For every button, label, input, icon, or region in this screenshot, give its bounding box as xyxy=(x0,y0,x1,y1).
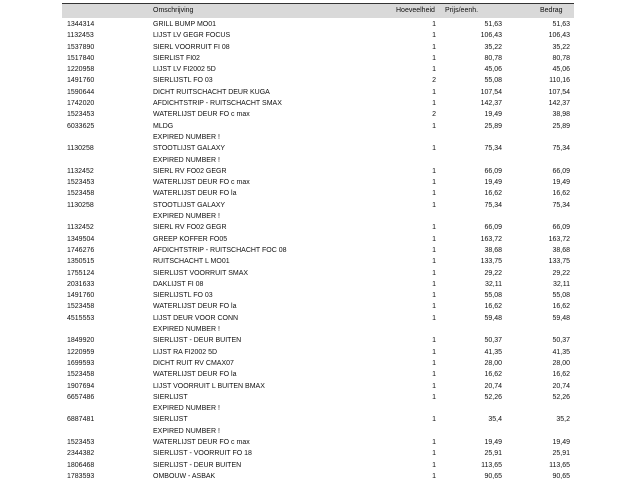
cell-price: 28,00 xyxy=(484,359,502,367)
cell-amount: 16,62 xyxy=(552,303,570,311)
cell-code: 1523458 xyxy=(67,190,95,198)
cell-price: 75,34 xyxy=(484,145,502,153)
cell-price: 35,4 xyxy=(488,416,502,424)
cell-description: SIERL RV FO02 GEGR xyxy=(153,224,227,232)
cell-description: SIERL RV FO02 GEGR xyxy=(153,167,227,175)
image-artifact xyxy=(610,430,636,470)
table-row xyxy=(62,426,574,437)
cell-price: 51,63 xyxy=(484,21,502,28)
cell-description: GRILL BUMP MO01 xyxy=(153,21,217,28)
cell-code: 1523453 xyxy=(67,179,95,187)
cell-amount: 28,00 xyxy=(552,359,570,367)
cell-qty: 1 xyxy=(432,258,436,266)
cell-code: 2344382 xyxy=(67,450,95,458)
cell-code: 1523453 xyxy=(67,111,95,119)
cell-description: SIERLIJSTL FO 03 xyxy=(153,77,213,85)
cell-price: 50,37 xyxy=(484,337,502,345)
cell-code: 1699593 xyxy=(67,359,95,367)
cell-qty: 1 xyxy=(432,393,436,401)
cell-description: DICHT RUIT RV CMAX07 xyxy=(153,359,234,367)
cell-price: 16,62 xyxy=(484,190,502,198)
table-row xyxy=(62,177,574,188)
cell-price: 80,78 xyxy=(484,54,502,62)
cell-description: MLDG xyxy=(153,122,174,130)
cell-price: 113,65 xyxy=(481,461,502,469)
cell-amount: 113,65 xyxy=(549,461,570,469)
cell-description: STOOTLIJST GALAXY xyxy=(153,201,226,209)
table-row xyxy=(62,19,574,30)
cell-price: 29,22 xyxy=(484,269,502,277)
cell-qty: 1 xyxy=(432,167,436,175)
cell-code: 1132452 xyxy=(67,167,94,175)
cell-code: 4515553 xyxy=(67,314,95,322)
cell-amount: 59,48 xyxy=(552,314,570,322)
table-row xyxy=(62,358,574,369)
cell-amount: 35,22 xyxy=(552,43,570,51)
cell-price: 16,62 xyxy=(484,303,502,311)
cell-qty: 1 xyxy=(432,100,436,108)
header-amount: Bedrag xyxy=(540,7,563,14)
table-row xyxy=(62,200,574,211)
cell-code: 2031633 xyxy=(67,280,95,288)
cell-price: 19,49 xyxy=(484,438,502,446)
table-row xyxy=(62,132,574,143)
table-row xyxy=(62,347,574,358)
cell-qty: 1 xyxy=(432,337,436,345)
cell-qty: 1 xyxy=(432,43,436,51)
cell-amount: 52,26 xyxy=(552,393,570,401)
table-row xyxy=(62,414,574,425)
cell-description: SIERLIJST VOORRUIT SMAX xyxy=(153,269,249,277)
cell-amount: 25,91 xyxy=(552,450,570,458)
table-row xyxy=(62,392,574,403)
cell-code: 6033625 xyxy=(67,122,95,130)
cell-code: 1517840 xyxy=(67,54,95,62)
cell-description: EXPIRED NUMBER ! xyxy=(153,213,220,221)
table-row xyxy=(62,460,574,471)
cell-qty: 1 xyxy=(432,416,436,424)
table-row xyxy=(62,234,574,245)
cell-code: 1523453 xyxy=(67,438,95,446)
cell-description: SIERLIJST - VOORRUIT FO 18 xyxy=(153,450,252,458)
cell-amount: 107,54 xyxy=(548,88,570,96)
cell-amount: 163,72 xyxy=(548,235,570,243)
table-row xyxy=(62,256,574,267)
cell-description: LIJST DEUR VOOR CONN xyxy=(153,314,239,322)
cell-amount: 55,08 xyxy=(552,292,570,300)
table-row xyxy=(62,98,574,109)
cell-qty: 1 xyxy=(432,122,436,130)
cell-price: 52,26 xyxy=(484,393,502,401)
header-unit-price: Prijs/eenh. xyxy=(445,7,479,14)
cell-qty: 2 xyxy=(432,111,436,119)
cell-description: LIJST LV FI2002 5D xyxy=(153,66,216,74)
cell-amount: 133,75 xyxy=(548,258,570,266)
cell-price: 19,49 xyxy=(484,111,502,119)
cell-description: STOOTLIJST GALAXY xyxy=(153,145,226,153)
cell-description: RUITSCHACHT L MO01 xyxy=(153,258,230,266)
cell-amount: 66,09 xyxy=(552,224,570,232)
cell-amount: 38,98 xyxy=(552,111,570,119)
cell-price: 32,11 xyxy=(485,280,502,288)
cell-code: 1130258 xyxy=(67,145,94,153)
table-row xyxy=(62,87,574,98)
cell-code: 1344314 xyxy=(67,21,95,28)
cell-amount: 20,74 xyxy=(552,382,570,390)
cell-description: WATERLIJST DEUR FO c max xyxy=(153,438,250,446)
cell-price: 35,22 xyxy=(484,43,502,51)
cell-description: WATERLIJST DEUR FO la xyxy=(153,190,237,198)
cell-qty: 1 xyxy=(432,54,436,62)
table-row xyxy=(62,121,574,132)
cell-price: 19,49 xyxy=(484,179,502,187)
cell-amount: 29,22 xyxy=(552,269,570,277)
cell-price: 106,43 xyxy=(480,32,502,40)
document-page xyxy=(62,0,574,480)
cell-code: 1130258 xyxy=(67,201,94,209)
cell-amount: 51,63 xyxy=(552,21,570,28)
cell-code: 6887481 xyxy=(67,416,95,424)
cell-amount: 19,49 xyxy=(552,179,570,187)
cell-price: 75,34 xyxy=(484,201,502,209)
table-row xyxy=(62,369,574,380)
cell-description: EXPIRED NUMBER ! xyxy=(153,427,220,435)
cell-price: 142,37 xyxy=(480,100,502,108)
cell-price: 45,06 xyxy=(484,66,502,74)
cell-qty: 1 xyxy=(432,348,436,356)
cell-price: 107,54 xyxy=(480,88,502,96)
cell-amount: 16,62 xyxy=(552,190,570,198)
cell-qty: 1 xyxy=(432,472,436,480)
cell-amount: 80,78 xyxy=(552,54,570,62)
table-row xyxy=(62,313,574,324)
table-row xyxy=(62,268,574,279)
cell-amount: 35,2 xyxy=(556,416,570,424)
table-row xyxy=(62,471,574,480)
table-row xyxy=(62,279,574,290)
cell-code: 1220958 xyxy=(67,66,95,74)
cell-qty: 1 xyxy=(432,201,436,209)
table-row xyxy=(62,30,574,41)
cell-qty: 1 xyxy=(432,303,436,311)
table-row xyxy=(62,403,574,414)
table-row xyxy=(62,437,574,448)
cell-description: DAKLIJST FI 08 xyxy=(153,280,204,288)
cell-price: 133,75 xyxy=(480,258,502,266)
cell-qty: 1 xyxy=(432,21,436,28)
cell-code: 1783593 xyxy=(67,472,95,480)
cell-code: 1491760 xyxy=(67,77,95,85)
cell-qty: 1 xyxy=(432,280,436,288)
table-row xyxy=(62,290,574,301)
cell-qty: 1 xyxy=(432,438,436,446)
cell-price: 25,91 xyxy=(484,450,502,458)
table-row xyxy=(62,188,574,199)
cell-code: 1491760 xyxy=(67,292,95,300)
cell-amount: 38,68 xyxy=(552,246,570,254)
table-row xyxy=(62,155,574,166)
cell-qty: 1 xyxy=(432,246,436,254)
table-row xyxy=(62,143,574,154)
table-row xyxy=(62,42,574,53)
cell-description: EXPIRED NUMBER ! xyxy=(153,133,220,141)
header-quantity: Hoeveelheid xyxy=(396,7,435,14)
table-row xyxy=(62,211,574,222)
cell-amount: 16,62 xyxy=(552,371,570,379)
cell-amount: 32,11 xyxy=(553,280,570,288)
cell-qty: 1 xyxy=(432,235,436,243)
table-row xyxy=(62,75,574,86)
cell-qty: 1 xyxy=(432,450,436,458)
cell-qty: 1 xyxy=(432,292,436,300)
cell-qty: 2 xyxy=(432,77,436,85)
cell-description: EXPIRED NUMBER ! xyxy=(153,326,220,334)
table-row xyxy=(62,448,574,459)
cell-code: 1806468 xyxy=(67,461,95,469)
cell-code: 1132452 xyxy=(67,224,94,232)
cell-description: GREEP KOFFER FO05 xyxy=(153,235,228,243)
cell-qty: 1 xyxy=(432,32,436,40)
cell-description: SIERLIJST xyxy=(153,416,188,424)
cell-code: 1132453 xyxy=(67,32,94,40)
cell-code: 1537890 xyxy=(67,43,95,51)
cell-description: AFDICHTSTRIP - RUITSCHACHT FOC 08 xyxy=(153,246,287,254)
cell-qty: 1 xyxy=(432,359,436,367)
cell-price: 66,09 xyxy=(484,167,502,175)
table-header xyxy=(62,4,574,18)
cell-price: 163,72 xyxy=(480,235,502,243)
cell-qty: 1 xyxy=(432,179,436,187)
cell-qty: 1 xyxy=(432,88,436,96)
cell-description: LIJST RA FI2002 5D xyxy=(153,348,218,356)
cell-description: DICHT RUITSCHACHT DEUR KUGA xyxy=(153,88,270,96)
cell-amount: 75,34 xyxy=(552,201,570,209)
cell-qty: 1 xyxy=(432,145,436,153)
cell-qty: 1 xyxy=(432,224,436,232)
cell-code: 1350515 xyxy=(67,258,95,266)
cell-amount: 75,34 xyxy=(552,145,570,153)
table-row xyxy=(62,335,574,346)
cell-description: SIERLIJST - DEUR BUITEN xyxy=(153,461,242,469)
header-description: Omschrijving xyxy=(153,7,194,14)
cell-qty: 1 xyxy=(432,371,436,379)
cell-qty: 1 xyxy=(432,66,436,74)
cell-description: SIERLIST FI02 xyxy=(153,54,200,62)
cell-description: WATERLIJST DEUR FO la xyxy=(153,303,237,311)
cell-description: SIERLIJSTL FO 03 xyxy=(153,292,213,300)
cell-description: EXPIRED NUMBER ! xyxy=(153,156,220,164)
cell-description: SIERLIJST - DEUR BUITEN xyxy=(153,337,242,345)
cell-qty: 1 xyxy=(432,269,436,277)
cell-price: 41,35 xyxy=(484,348,502,356)
cell-code: 1523458 xyxy=(67,371,95,379)
cell-code: 1590644 xyxy=(67,88,95,96)
cell-amount: 110,16 xyxy=(549,77,570,85)
cell-code: 1907694 xyxy=(67,382,95,390)
cell-description: EXPIRED NUMBER ! xyxy=(153,405,220,413)
table-row xyxy=(62,166,574,177)
cell-code: 1220959 xyxy=(67,348,95,356)
cell-price: 16,62 xyxy=(484,371,502,379)
cell-description: WATERLIJST DEUR FO c max xyxy=(153,179,250,187)
table-row xyxy=(62,109,574,120)
page-margin xyxy=(574,0,640,480)
cell-amount: 25,89 xyxy=(552,122,570,130)
cell-price: 55,08 xyxy=(484,292,502,300)
cell-qty: 1 xyxy=(432,190,436,198)
cell-description: LIJST LV GEGR FOCUS xyxy=(153,32,231,40)
cell-description: OMBOUW - ASBAK xyxy=(153,472,216,480)
cell-description: WATERLIJST DEUR FO la xyxy=(153,371,237,379)
cell-price: 59,48 xyxy=(484,314,502,322)
cell-price: 25,89 xyxy=(484,122,502,130)
cell-price: 55,08 xyxy=(484,77,502,85)
cell-qty: 1 xyxy=(432,314,436,322)
table-row xyxy=(62,53,574,64)
cell-description: SIERLIJST xyxy=(153,393,188,401)
cell-qty: 1 xyxy=(432,382,436,390)
table-row xyxy=(62,64,574,75)
cell-code: 1746276 xyxy=(67,246,95,254)
cell-code: 1849920 xyxy=(67,337,95,345)
cell-description: SIERL VOORRUIT FI 08 xyxy=(153,43,230,51)
cell-amount: 45,06 xyxy=(552,66,570,74)
cell-amount: 41,35 xyxy=(552,348,570,356)
cell-amount: 50,37 xyxy=(552,337,570,345)
cell-description: LIJST VOORRUIT L BUITEN BMAX xyxy=(153,382,265,390)
cell-price: 66,09 xyxy=(484,224,502,232)
table-row xyxy=(62,301,574,312)
cell-code: 1349504 xyxy=(67,235,95,243)
cell-amount: 66,09 xyxy=(552,167,570,175)
cell-price: 90,65 xyxy=(484,472,502,480)
table-row xyxy=(62,222,574,233)
table-row xyxy=(62,245,574,256)
cell-amount: 106,43 xyxy=(548,32,570,40)
cell-amount: 90,65 xyxy=(552,472,570,480)
cell-code: 1523458 xyxy=(67,303,95,311)
cell-code: 1755124 xyxy=(67,269,95,277)
cell-amount: 19,49 xyxy=(552,438,570,446)
cell-price: 20,74 xyxy=(484,382,502,390)
cell-amount: 142,37 xyxy=(548,100,570,108)
cell-code: 6657486 xyxy=(67,393,95,401)
cell-description: WATERLIJST DEUR FO c max xyxy=(153,111,250,119)
table-body xyxy=(62,19,574,480)
cell-qty: 1 xyxy=(432,461,436,469)
cell-price: 38,68 xyxy=(484,246,502,254)
table-row xyxy=(62,324,574,335)
table-row xyxy=(62,381,574,392)
cell-code: 1742020 xyxy=(67,100,95,108)
cell-description: AFDICHTSTRIP - RUITSCHACHT SMAX xyxy=(153,100,282,108)
